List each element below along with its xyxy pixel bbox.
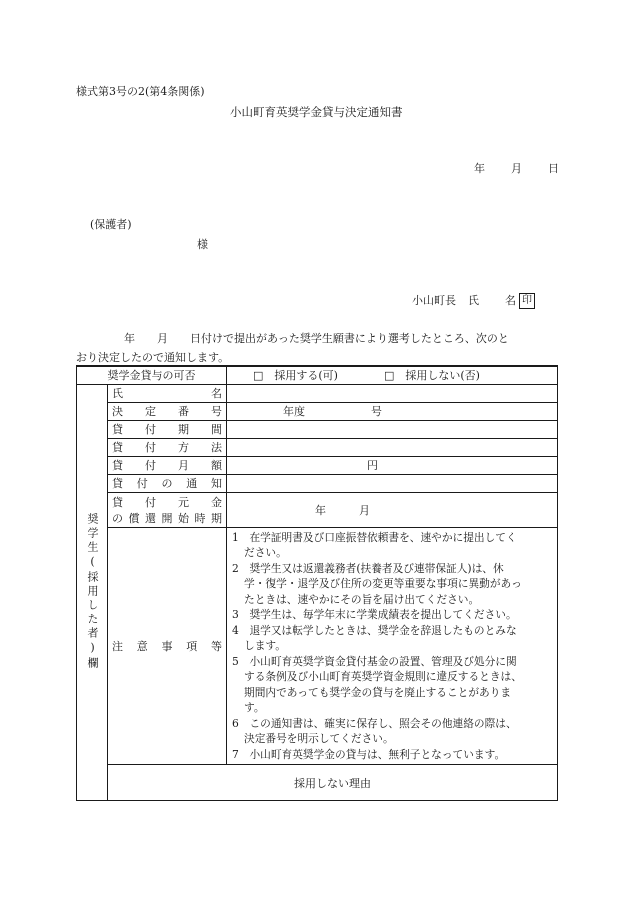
table-row	[77, 420, 558, 438]
notice-table	[76, 365, 558, 801]
note-line: 6 この通知書は、確実に保存し、照会その他連絡の際は、	[232, 716, 517, 730]
note-line: す。	[244, 701, 265, 714]
repayment-label-line2: の償還開始時期	[112, 511, 222, 525]
document-title: 小山町育英奨学金貸与決定通知書	[230, 105, 403, 119]
notes-content	[227, 527, 558, 765]
guardian-label: (保護者)	[90, 218, 132, 231]
signer-title: 小山町長	[412, 294, 456, 307]
notes-label: 注 意 事 項 等	[108, 527, 227, 765]
note-line: 7 小山町育英奨学金の貸与は、無利子となっています。	[232, 747, 506, 761]
decision-row	[77, 366, 558, 384]
note-line: する条例及び小山町育英奨学資金規則に違反するときは、	[244, 670, 522, 683]
row-value-monthly-amount[interactable]: 円	[227, 456, 558, 474]
decision-label: 奨学金貸与の可否	[77, 366, 227, 384]
reject-reason-label: 採用しない理由	[108, 765, 558, 801]
signer-name-label: 氏	[468, 294, 479, 307]
note-line: 2 奨学生又は返還義務者(扶養者及び連帯保証人)は、休	[232, 561, 504, 575]
date-year: 年	[474, 162, 485, 175]
row-label-loan-period: 貸 付 期 間	[108, 420, 227, 438]
date-month: 月	[511, 162, 522, 175]
notes-row	[77, 527, 558, 765]
note-line: 学・復学・退学及び住所の変更等重要な事項に異動があっ	[244, 577, 522, 590]
note-line: 期間内であっても奨学金の貸与を廃止することがありま	[244, 685, 512, 699]
reject-checkbox[interactable]: □ 採用しない(否)	[383, 369, 480, 383]
intro-text-line2: おり決定したので通知します。	[76, 351, 230, 364]
form-number-label: 様式第3号の2(第4条関係)	[76, 85, 205, 98]
row-value-loan-period[interactable]	[227, 420, 558, 438]
table-row	[77, 384, 558, 402]
note-line: 4 退学又は転学したときは、奨学金を辞退したものとみな	[232, 623, 517, 637]
row-label-loan-method: 貸 付 方 法	[108, 438, 227, 456]
repayment-label-line1: 貸 付 元 金	[112, 495, 222, 509]
reject-reason-row	[77, 765, 558, 801]
note-line: ださい。	[244, 546, 287, 559]
row-value-loan-notice[interactable]	[227, 474, 558, 492]
row-value-repayment[interactable]: 年 月	[227, 492, 558, 527]
note-line: 3 奨学生は、毎学年末に学業成績表を提出してください。	[232, 608, 517, 621]
row-label-repayment	[108, 492, 227, 527]
table-row	[77, 402, 558, 420]
intro-text-line1: 年 月 日付けで提出があった奨学生願書により選考したところ、次のと	[124, 332, 509, 345]
table-row	[77, 438, 558, 456]
row-label-loan-notice: 貸 付 の 通 知	[108, 474, 227, 492]
note-line: たときは、速やかにその旨を届け出てください。	[244, 592, 480, 606]
row-label-decision-number: 決 定 番 号	[108, 402, 227, 420]
applicant-section-label: 奨学生(採用した者)欄	[77, 384, 108, 801]
signer-line	[412, 292, 535, 309]
row-value-decision-number[interactable]: 年度 号	[227, 402, 558, 420]
date-line	[474, 160, 559, 176]
note-line: 1 在学証明書及び口座振替依頼書を、速やかに提出してく	[232, 530, 517, 544]
row-value-name[interactable]	[227, 384, 558, 402]
row-label-name: 氏 名	[108, 384, 227, 402]
signer-name-label2: 名	[505, 294, 516, 307]
accept-checkbox[interactable]: □ 採用する(可)	[253, 369, 338, 383]
note-line: します。	[244, 639, 286, 652]
seal-mark: 印	[519, 293, 535, 309]
table-row	[77, 474, 558, 492]
row-label-monthly-amount: 貸 付 月 額	[108, 456, 227, 474]
table-row	[77, 456, 558, 474]
addressee-suffix: 様	[197, 238, 208, 251]
date-day: 日	[548, 162, 559, 175]
note-line: 決定番号を明示してください。	[244, 732, 394, 745]
table-row	[77, 492, 558, 527]
note-line: 5 小山町育英奨学資金貸付基金の設置、管理及び処分に関	[232, 654, 517, 668]
row-value-loan-method[interactable]	[227, 438, 558, 456]
decision-options	[227, 366, 558, 384]
